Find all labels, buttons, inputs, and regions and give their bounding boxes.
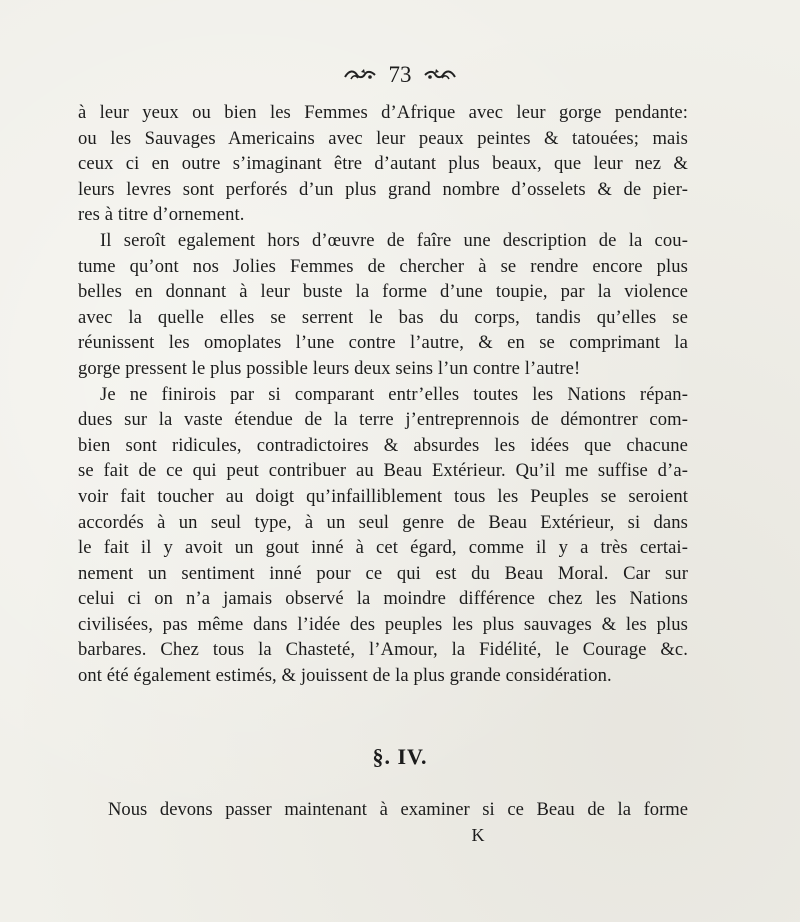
text-line: tume qu’ont nos Jolies Femmes de chercher à se rendre encore plus bbox=[78, 255, 688, 277]
text-line: se fait de ce qui peut contribuer au Beau Extérieur. Qu’il me suffise d’a- bbox=[78, 460, 688, 482]
text-line: ou les Sauvages Americains avec leur peaux peintes & tatouées; mais bbox=[78, 127, 688, 149]
text-line: Il seroît egalement hors d’œuvre de faîre une description de la cou- bbox=[100, 229, 688, 251]
text-line: dues sur la vaste étendue de la terre j’entreprennois de démontrer com- bbox=[78, 409, 688, 431]
text-line: res à titre d’ornement. bbox=[78, 204, 245, 226]
text-line: Je ne finirois par si comparant entr’elles toutes les Nations répan- bbox=[100, 383, 688, 405]
text-line: le fait il y avoit un gout inné à cet égard, comme il y a très certai- bbox=[78, 537, 688, 559]
section-heading: §. IV. bbox=[372, 744, 428, 769]
text-line: celui ci on n’a jamais observé la moindre différence chez les Nations bbox=[78, 588, 688, 610]
page-number: 73 bbox=[388, 61, 412, 87]
text-line: voir fait toucher au doigt qu’infailliblement tous les Peuples se seroient bbox=[78, 485, 688, 507]
text-line: belles en donnant à leur buste la forme d’une toupie, par la violence bbox=[78, 281, 688, 303]
text-line: accordés à un seul type, à un seul genre de Beau Extérieur, si dans bbox=[78, 511, 688, 533]
text-line: ont été également estimés, & jouissent de la plus grande considération. bbox=[78, 665, 612, 687]
text-line: nement un sentiment inné pour ce qui est du Beau Moral. Car sur bbox=[78, 562, 688, 584]
text-line: gorge pressent le plus possible leurs deux seins l’un contre l’autre! bbox=[78, 357, 581, 379]
text-line: avec la quelle elles se serrent le bas du corps, tandis qu’elles se bbox=[78, 306, 688, 328]
text-line: à leur yeux ou bien les Femmes d’Afrique avec leur gorge pendante: bbox=[78, 102, 688, 123]
final-text-line: Nous devons passer maintenant à examiner si ce Beau de la forme bbox=[108, 799, 688, 820]
text-line: ceux ci en outre s’imaginant être d’autant plus beaux, que leur nez & bbox=[78, 153, 688, 175]
left-floral-ornament-icon bbox=[343, 68, 377, 82]
text-line: bien sont ridicules, contradictoires & absurdes les idées que chacune bbox=[78, 434, 688, 456]
text-line: réunissent les omoplates l’une contre l’autre, & en se comprimant la bbox=[78, 332, 688, 354]
text-line: civilisées, pas même dans l’idée des peuples les plus sauvages & les plus bbox=[78, 613, 688, 635]
signature-mark: K bbox=[471, 825, 485, 845]
text-line: leurs levres sont perforés d’un plus grand nombre d’osselets & de pier- bbox=[78, 178, 688, 200]
body-text bbox=[78, 100, 688, 689]
page-header bbox=[0, 58, 800, 90]
text-line: barbares. Chez tous la Chasteté, l’Amour, la Fidélité, le Courage &c. bbox=[78, 639, 688, 661]
right-floral-ornament-icon bbox=[423, 68, 457, 82]
